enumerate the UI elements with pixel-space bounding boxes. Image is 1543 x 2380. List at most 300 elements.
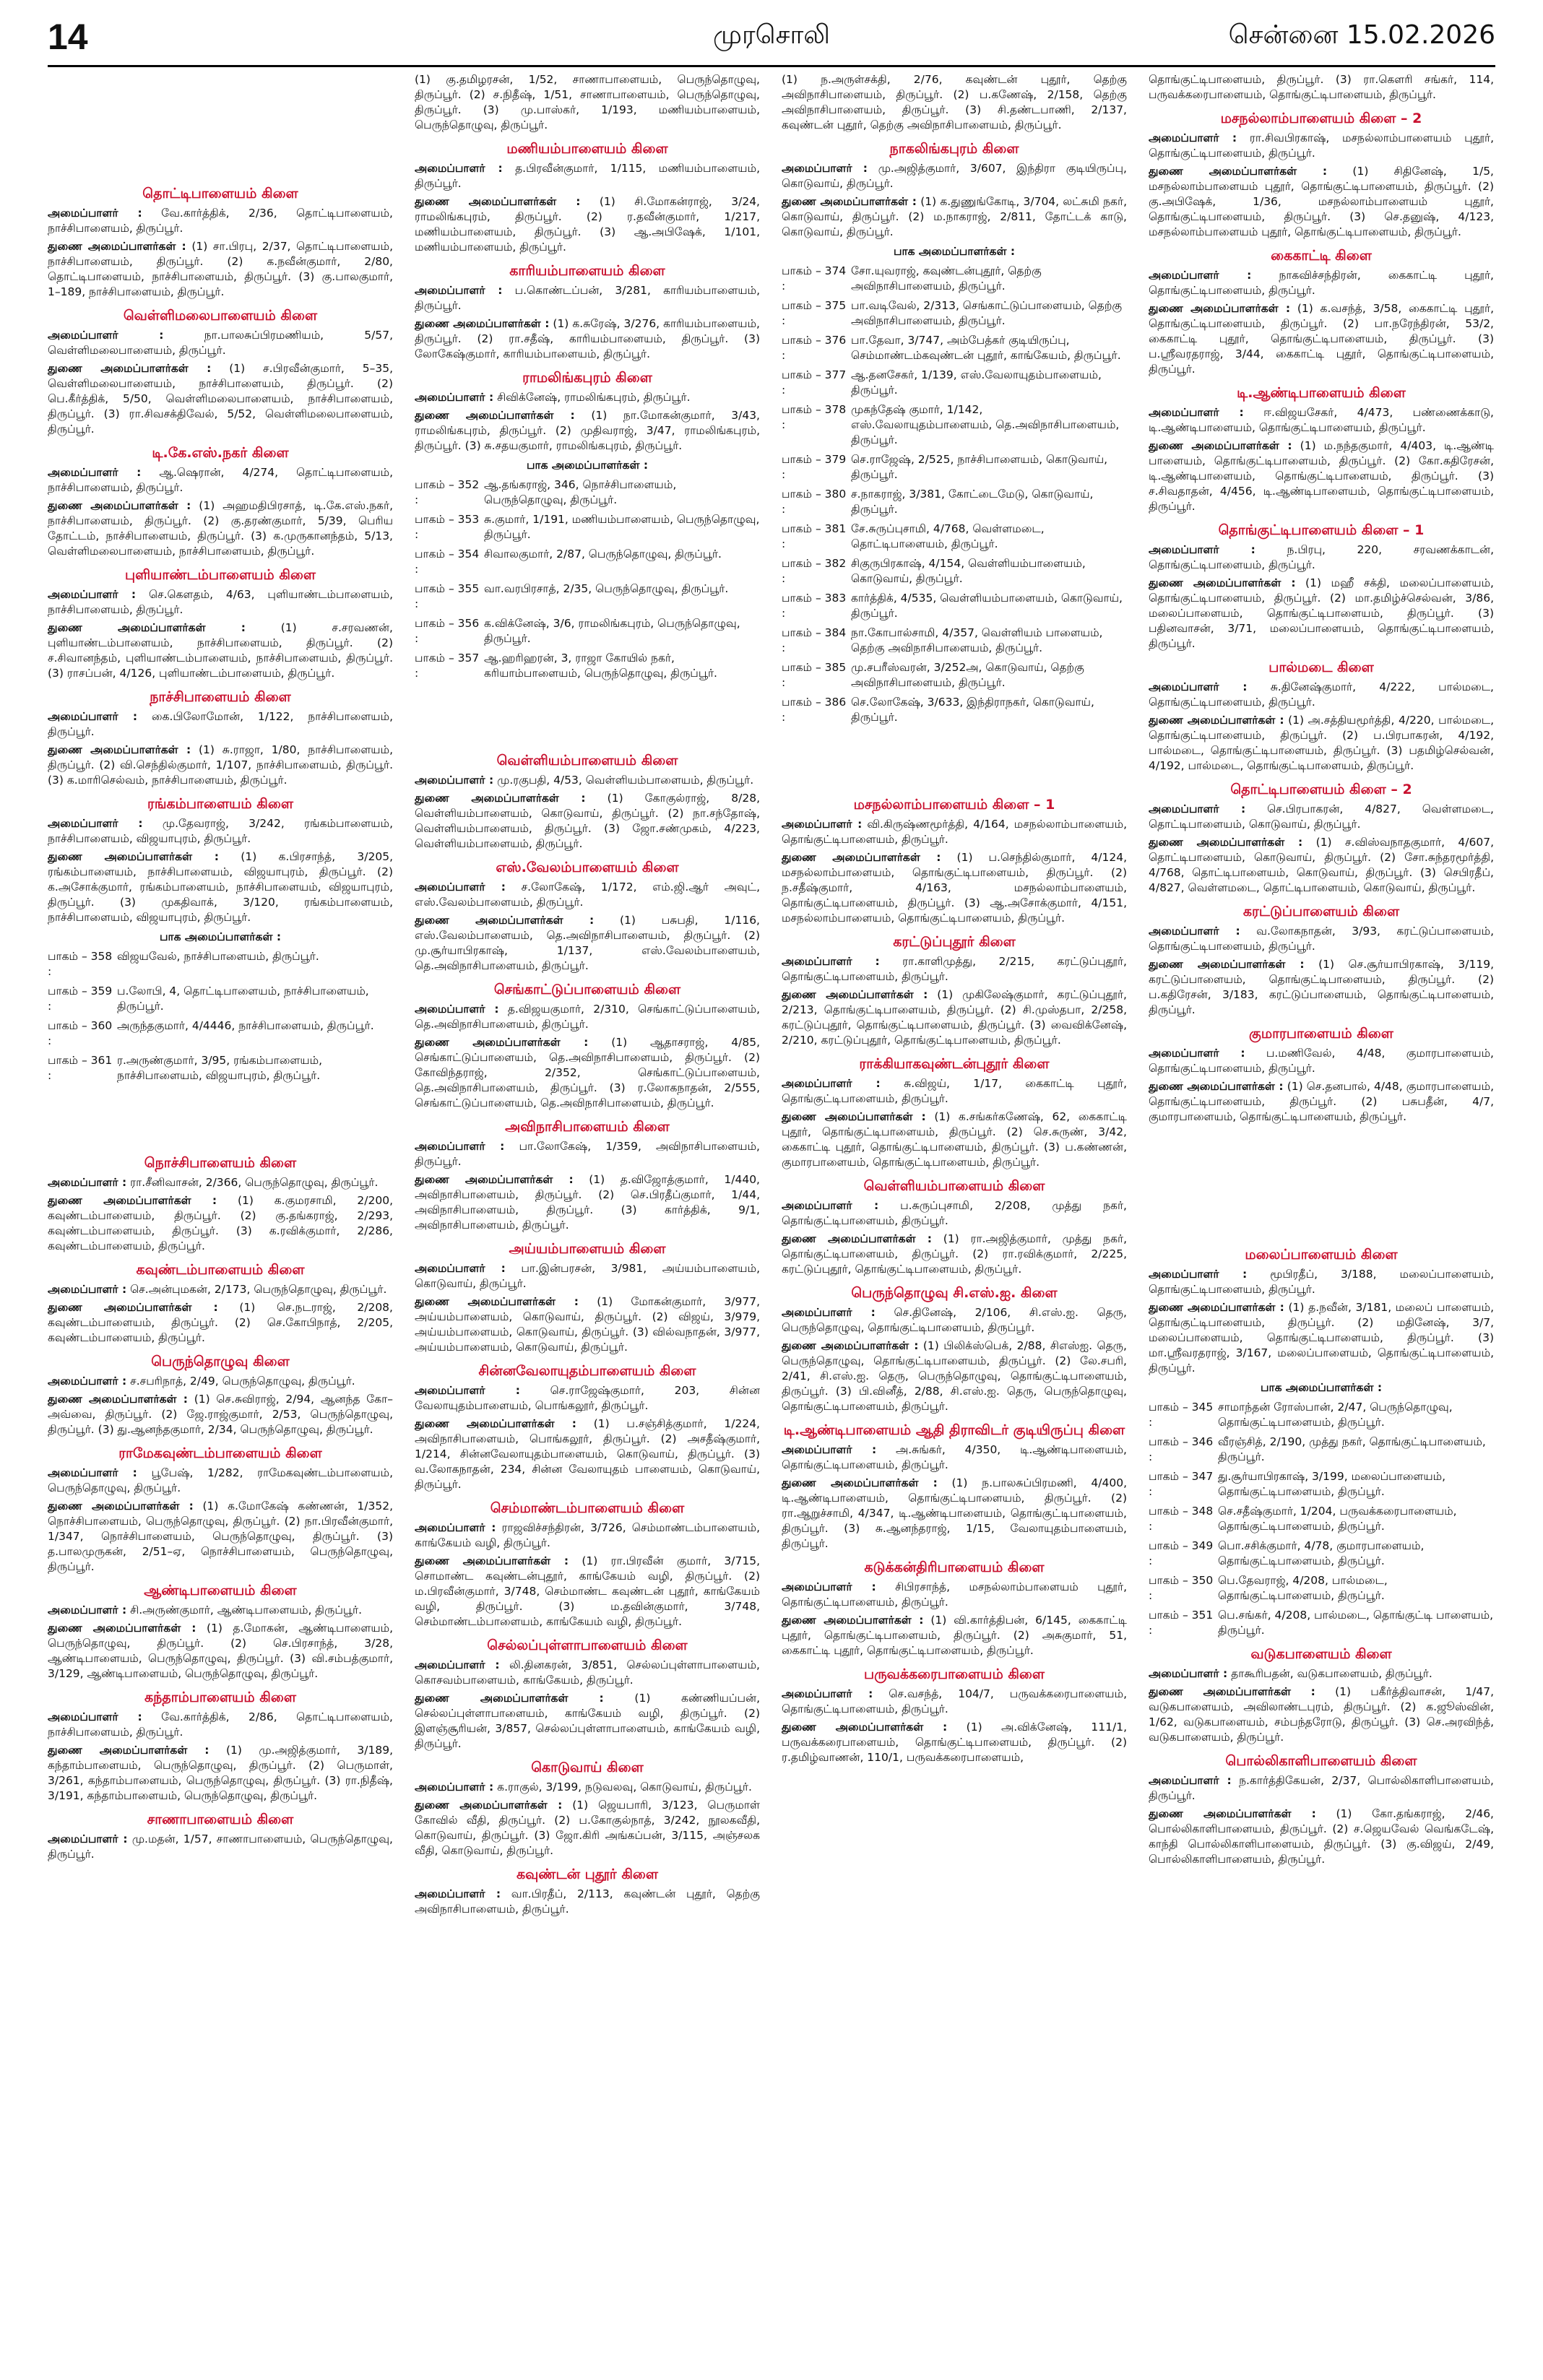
organizer-label: அமைப்பாளர் : <box>415 1658 500 1671</box>
deputy-line <box>415 1798 760 1858</box>
masthead <box>48 0 1495 67</box>
ward-number: பாகம் – 351 : <box>1149 1609 1214 1637</box>
ward-row <box>782 452 1127 483</box>
ward-row <box>782 522 1127 552</box>
branch-heading: ராக்கியாகவுண்டன்புதூர் கிளை <box>859 1056 1050 1072</box>
ward-row <box>782 556 1127 587</box>
organizer-line <box>782 1305 1127 1336</box>
ward-text: செ.ராஜேஷ், 2/525, நாச்சிபாளையம், கொடுவாய், திருப்பூர். <box>851 453 1108 481</box>
column-2 <box>415 72 760 2362</box>
branch-section <box>48 1583 393 1682</box>
ward-text: சோ.யுவராஜ், கவுண்டன்புதூர், தெற்கு அவிநாசிபாளையம், திருப்பூர். <box>851 264 1042 293</box>
branch-section <box>1149 782 1494 896</box>
deputy-label: துணை அமைப்பாளர்கள் : <box>415 1799 563 1812</box>
deputy-text: (1) கு.தமிழரசன், 1/52, சாணாபாளையம், பெருந்தொழுவு, திருப்பூர். (2) ச.நிதீஷ், 1/51, சாணாபாளையம், பெருந்தொழுவு, திருப்பூர். (3) மு.பாஸ்கர், 1/193, மணியம்பாளையம், பெருந்தொழுவு, திருப்பூர். <box>415 73 760 131</box>
organizer-label: அமைப்பாளர் : <box>48 1604 127 1617</box>
article-columns <box>48 72 1495 2362</box>
branch-heading: நாச்சிபாளையம் கிளை <box>150 689 291 705</box>
branch-heading: ஆண்டிபாளையம் கிளை <box>144 1583 297 1598</box>
deputy-line <box>782 1613 1127 1658</box>
deputy-line <box>48 239 393 300</box>
organizer-label: அமைப்பாளர் : <box>415 1003 499 1016</box>
deputy-text: (1) க.துணுங்கோடி, 3/704, லட்சுமி நகர், கொடுவாய், திருப்பூர். (2) ம.நாகராஜ், 2/811, தோட்டக் காடு, கொடுவாய், திருப்பூர். <box>782 195 1127 238</box>
organizer-text: செ.தினேஷ், 2/106, சி.எஸ்.ஐ. தெரு, பெருந்தொழுவு, தொங்குட்டிபாளையம், திருப்பூர். <box>782 1306 1127 1334</box>
branch-heading: செம்மாண்டம்பாளையம் கிளை <box>490 1500 685 1516</box>
branch-section <box>1149 660 1494 774</box>
branch-heading: கரட்டுப்பாளையம் கிளை <box>1242 904 1400 919</box>
organizer-text: த.பிரவீன்குமார், 1/115, மணியம்பாளையம், திருப்பூர். <box>415 162 760 190</box>
organizer-label: அமைப்பாளர் : <box>1149 1047 1245 1060</box>
organizer-line <box>782 1687 1127 1717</box>
deputy-line <box>48 361 393 437</box>
organizer-text: ச.சபரிநாத், 2/49, பெருந்தொழுவு, திருப்பூர். <box>130 1375 355 1388</box>
ward-row <box>415 477 760 508</box>
organizer-label: அமைப்பாளர் : <box>782 818 863 831</box>
ward-number: பாகம் – 347 : <box>1149 1470 1214 1498</box>
ward-text: பொ.சசிக்குமார், 4/78, குமாரபாளையம், தொங்குட்டிபாளையம், திருப்பூர். <box>1218 1539 1425 1567</box>
branch-section <box>48 1263 393 1346</box>
deputy-label: துணை அமைப்பாளர்கள் : <box>415 195 581 208</box>
organizer-text: அ.சுங்கர், 4/350, டி.ஆண்டிபாளையம், தொங்குட்டிபாளையம், திருப்பூர். <box>782 1443 1127 1471</box>
date-line: சென்னை 15.02.2026 <box>1228 20 1495 50</box>
deputy-line <box>1149 438 1494 514</box>
deputy-label: துணை அமைப்பாளர்கள் : <box>1149 1301 1284 1314</box>
deputy-line <box>48 1621 393 1682</box>
organizer-text: கை.பிலோமோன், 1/122, நாச்சிபாளையம், திருப்பூர். <box>48 710 393 738</box>
branch-heading: டி.ஆண்டிபாளையம் கிளை <box>1237 385 1406 401</box>
deputy-text: (1) முகிலேஷ்குமார், கரட்டுப்புதூர், 2/213, தொங்குட்டிபாளையம், திருப்பூர். (2) சி.முஸ்தபா, 2/258, கரட்டுப்புதூர், தொங்குட்டிபாளையம், திருப்பூர். (3) வைவிக்னேஷ், 2/210, கரட்டுப்புதூர், தொங்குட்டிபாளையம், திருப்பூர். <box>782 988 1127 1047</box>
branch-section <box>48 1812 393 1862</box>
ward-number: பாகம் – 353 : <box>415 513 480 541</box>
ward-text: நா.கோபால்சாமி, 4/357, வெள்ளியம் பாளையம், தெற்கு அவிநாசிபாளையம், திருப்பூர். <box>851 626 1103 654</box>
ward-row <box>48 984 393 1014</box>
deputy-text: (1) சி.மோகன்ராஜ், 3/24, ராமலிங்கபுரம், திருப்பூர். (2) ர.தவீன்குமார், 1/217, மணியம்பாளையம், திருப்பூர். (3) ஆ.அபிஷேக், 1/101, மணியம்பாளையம், திருப்பூர். <box>415 195 760 254</box>
branch-heading: ராமேகவுண்டம்பாளையம் கிளை <box>118 1445 322 1461</box>
ward-text: க.விக்னேஷ், 3/6, ராமலிங்கபுரம், பெருந்தொழுவு, திருப்பூர். <box>484 617 740 645</box>
deputy-text: (1) ஜெயபாரி, 3/123, பெருமாள் கோவில் வீதி, திருப்பூர். (2) ப.கோகுல்நாத், 3/242, நூலகவீதி, கொடுவாய், திருப்பூர். (3) ஜோ.கிரி அங்கப்பன், 3/115, அஞ்சலக வீதி, கொடுவாய், திருப்பூர். <box>415 1799 760 1857</box>
column-4 <box>1149 72 1494 2362</box>
ward-number: பாகம் – 386 : <box>782 696 847 724</box>
organizer-label: அமைப்பாளர் : <box>1149 680 1248 693</box>
column-spacer <box>415 690 760 748</box>
deputy-text: (1) செ.நடராஜ், 2/208, கவுண்டம்பாளையம், திருப்பூர். (2) செ.கோபிநாத், 2/205, கவுண்டம்பாளையம், திருப்பூர். <box>48 1301 393 1344</box>
deputy-line <box>1149 576 1494 652</box>
branch-section <box>782 1286 1127 1414</box>
ward-row <box>415 651 760 681</box>
deputy-text: (1) க.மோகேஷ் கண்ணன், 1/352, நொச்சிபாளையம், பெருந்தொழுவு, திருப்பூர். (2) நா.பிரவீன்குமார், 1/347, நொச்சிபாளையம், பெருந்தொழுவு, திருப்பூர். (3) த.பாலமுருகன், 2/51–ஏ, நொச்சிபாளையம், பெருந்தொழுவு, திருப்பூர். <box>48 1500 393 1573</box>
ward-row <box>1149 1539 1494 1569</box>
branch-heading: கந்தாம்பாளையம் கிளை <box>144 1689 296 1705</box>
deputy-text: (1) த.நவீன், 3/181, மலைப் பாளையம், தொங்குட்டிபாளையம், திருப்பூர். (2) மதினேஷ், 3/7, மலைப்பாளையம், தொங்குட்டிபாளையம், திருப்பூர். (3) மா.ஸ்ரீவரதராஜ், 3/167, மலைப்பாளையம், தொங்குட்டிபாளையம், திருப்பூர். <box>1149 1301 1494 1375</box>
deputy-text: (1) கண்ணியப்பன், செல்லப்புள்ளாபாளையம், காங்கேயம் வழி, திருப்பூர். (2) இளஞ்சூரியன், 3/857, செல்லப்புள்ளாபாளையம், காங்கேயம் வழி, திருப்பூர். <box>415 1692 760 1750</box>
ward-row <box>782 402 1127 448</box>
ward-text: சாமாந்தன் ரோஸ்பான், 2/47, பெருந்தொழுவு, தொங்குட்டிபாளையம், திருப்பூர். <box>1218 1401 1453 1429</box>
organizer-text: நா.பாலசுப்பிரமணியம், 5/57, வெள்ளிமலைபாளையம், திருப்பூர். <box>48 329 393 357</box>
organizer-line <box>415 1780 760 1795</box>
ward-number: பாகம் – 360 : <box>48 1019 113 1047</box>
deputy-text: (1) த.விஜோத்குமார், 1/440, அவிநாசிபாளையம், திருப்பூர். (2) செ.பிரதீப்குமார், 1/44, அவிநாசிபாளையம், திருப்பூர். (3) கார்த்திக், 9/1, அவிநாசிபாளையம், திருப்பூர். <box>415 1173 760 1232</box>
organizer-text: ரா.சீனிவாசன், 2/366, பெருந்தொழுவு, திருப்பூர். <box>130 1176 379 1189</box>
organizer-line <box>782 161 1127 191</box>
deputy-text: (1) அ.சத்தியமூர்த்தி, 4/220, பால்மடை, தொங்குட்டிபாளையம், திருப்பூர். (2) ப.பிரபாகரன், 4/192, பால்மடை, தொங்குட்டிபாளையம், திருப்பூர். (3) பதமிழ்செல்வன், 4/192, பால்மடை, தொங்குட்டிபாளையம், திருப்பூர். <box>1149 714 1494 772</box>
organizer-label: அமைப்பாளர் : <box>782 1199 879 1212</box>
deputy-text: (1) ந.அருள்சக்தி, 2/76, கவுண்டன் புதூர், தெற்கு அவிநாசிபாளையம், திருப்பூர். (2) ப.கணேஷ், 2/158, தெற்கு அவிநாசிபாளையம், திருப்பூர். (3) சி.தண்டபாணி, 2/137, கவுண்டன் புதூர், தெற்கு அவிநாசிபாளையம், திருப்பூர். <box>782 73 1127 131</box>
branch-section <box>1149 904 1494 1018</box>
organizer-text: ப.சுருப்புசாமி, 2/208, முத்து நகர், தொங்குட்டிபாளையம், திருப்பூர். <box>782 1199 1127 1227</box>
organizer-text: பூபேஷ், 1/282, ராமேகவுண்டம்பாளையம், பெருந்தொழுவு, திருப்பூர். <box>48 1466 393 1494</box>
deputy-label: துணை அமைப்பாளர்கள் : <box>48 240 186 253</box>
branch-section <box>415 1120 760 1233</box>
deputy-label: துணை அமைப்பாளர்கள் : <box>1149 576 1296 589</box>
organizer-text: சு.விஜய், 1/17, கைகாட்டி புதூர், தொங்குட்டிபாளையம், திருப்பூர். <box>782 1077 1127 1105</box>
ward-row <box>782 695 1127 725</box>
deputy-label: துணை அமைப்பாளர்கள் : <box>782 195 917 208</box>
organizer-text: மூபிரதீப், 3/188, மலைப்பாளையம், தொங்குட்டிபாளையம், திருப்பூர். <box>1149 1268 1494 1296</box>
ward-heading: பாக அமைப்பாளர்கள் : <box>159 930 282 943</box>
branch-section <box>415 753 760 852</box>
ward-row <box>782 298 1127 329</box>
organizer-label: அமைப்பாளர் : <box>48 329 164 342</box>
branch-heading: எஸ்.வேலம்பாளையம் கிளை <box>496 860 679 875</box>
deputy-label: துணை அமைப்பாளர்கள் : <box>1149 958 1305 971</box>
deputy-line <box>1149 713 1494 774</box>
ward-number: பாகம் – 374 : <box>782 264 847 293</box>
deputy-label: துணை அமைப்பாளர்கள் : <box>415 317 550 330</box>
branch-heading: காரியம்பாளையம் கிளை <box>509 263 665 279</box>
ward-row <box>1149 1469 1494 1500</box>
branch-section <box>48 308 393 437</box>
organizer-line <box>415 1887 760 1917</box>
branch-section <box>1149 1754 1494 1867</box>
deputy-line <box>415 72 760 133</box>
branch-heading: ரங்கம்பாளையம் கிளை <box>147 796 293 812</box>
organizer-label: அமைப்பாளர் : <box>48 1710 142 1723</box>
deputy-line <box>415 408 760 454</box>
deputy-line <box>415 316 760 362</box>
organizer-line <box>1149 542 1494 573</box>
ward-text: ர.அருண்குமார், 3/95, ரங்கம்பாளையம், நாச்சிபாளையம், விஜயாபுரம், திருப்பூர். <box>117 1054 323 1082</box>
organizer-text: ந.கார்த்திகேயன், 2/37, பொல்லிகாளிபாளையம், திருப்பூர். <box>1149 1774 1494 1802</box>
organizer-text: க.ராகுல், 3/199, நடுவலவு, கொடுவாய், திருப்பூர். <box>497 1780 752 1793</box>
deputy-label: துணை அமைப்பாளர்கள் : <box>1149 1807 1316 1820</box>
ward-text: ச.நாகராஜ், 3/381, கோட்டைமேடு, கொடுவாய், திருப்பூர். <box>851 488 1094 516</box>
organizer-text: சி.அருண்குமார், ஆண்டிபாளையம், திருப்பூர். <box>130 1604 363 1617</box>
ward-row <box>415 581 760 612</box>
branch-section <box>1149 248 1494 377</box>
organizer-line <box>1149 1267 1494 1297</box>
branch-heading: புளியாண்டம்பாளையம் கிளை <box>124 567 316 583</box>
ward-row <box>782 626 1127 656</box>
branch-heading: பருவக்கரைபாளையம் கிளை <box>863 1666 1045 1682</box>
ward-number: பாகம் – 348 : <box>1149 1505 1214 1533</box>
deputy-label: துணை அமைப்பாளர்கள் : <box>782 1721 948 1734</box>
deputy-text: (1) கோ.தங்கராஜ், 2/46, பொல்லிகாளிபாளையம், திருப்பூர். (2) ச.ஜெயவேல் வெங்கடேஷ், காந்தி பொல்லிகாளிபாளையம், திருப்பூர். (3) கு.விஜய், 2/49, பொல்லிகாளிபாளையம், திருப்பூர். <box>1149 1807 1494 1866</box>
deputy-text: (1) செ.தனபால், 4/48, குமாரபாளையம், தொங்குட்டிபாளையம், திருப்பூர். (2) பசுபதீன், 4/7, குமாரபாளையம், தொங்குட்டிபாளையம், திருப்பூர். <box>1149 1080 1494 1123</box>
ward-text: மு.சபரீஸ்வரன், 3/252அ, கொடுவாய், தெற்கு அவிநாசிபாளையம், திருப்பூர். <box>851 661 1084 689</box>
deputy-text: (1) ம.நந்தகுமார், 4/403, டி.ஆண்டி பாளையம், தொங்குட்டிபாளையம், திருப்பூர். (2) கோ.கதிரேசன், டி.ஆண்டிபாளையம், தொங்குட்டிபாளையம், திருப்பூர். (3) ச.சிவதாதன், 4/456, டி.ஆண்டிபாளையம், தொங்குட்டிபாளையம், திருப்பூர். <box>1149 439 1494 513</box>
deputy-text: (1) ச.விஸ்வநாதகுமார், 4/607, தொட்டிபாளையம், கொடுவாய், திருப்பூர். (2) சோ.சுந்தரமூர்த்தி, 4/768, தொட்டிபாளையம், கொடுவாய், திருப்பூர். (3) செபிரதீப், 4/827, வெள்ளமடை, தொட்டிபாளையம், கொடுவாய், திருப்பூர். <box>1149 836 1494 894</box>
ward-text: செ.சதீஷ்குமார், 1/204, பருவக்கரைபாளையம், தொங்குட்டிபாளையம், திருப்பூர். <box>1218 1505 1457 1533</box>
organizer-line <box>1149 1046 1494 1076</box>
branch-section <box>48 1446 393 1575</box>
branch-heading: அய்யம்பாளையம் கிளை <box>509 1241 666 1257</box>
ward-row <box>415 512 760 542</box>
branch-section <box>48 186 393 300</box>
organizer-label: அமைப்பாளர் : <box>415 284 503 297</box>
deputy-line <box>782 194 1127 240</box>
deputy-label: துணை அமைப்பாளர்கள் : <box>1149 714 1284 727</box>
organizer-text: சிபிரசாந்த், மசநல்லாம்பாளையம் புதூர், தொங்குட்டிபாளையம், திருப்பூர். <box>782 1580 1127 1609</box>
organizer-text: ராஜவிச்சந்திரன், 3/726, செம்மாண்டம்பாளையம், காங்கேயம் வழி, திருப்பூர். <box>415 1521 760 1549</box>
column-3 <box>782 72 1127 2362</box>
deputy-line <box>1149 835 1494 896</box>
deputy-line <box>48 743 393 788</box>
organizer-text: செ.கௌதம், 4/63, புளியாண்டம்பாளையம், நாச்சிபாளையம், திருப்பூர். <box>48 588 393 616</box>
ward-row <box>782 660 1127 691</box>
deputy-text: (1) க.குமரசாமி, 2/200, கவுண்டம்பாளையம், திருப்பூர். (2) கு.தங்கராஜ், 2/293, கவுண்டம்பாளையம், திருப்பூர். (3) க.ரவிக்குமார், 2/286, கவுண்டம்பாளையம், திருப்பூர். <box>48 1194 393 1252</box>
organizer-label: அமைப்பாளர் : <box>782 1077 881 1090</box>
column-spacer <box>1149 1133 1494 1242</box>
deputy-line <box>415 1172 760 1233</box>
ward-number: பாகம் – 383 : <box>782 592 847 620</box>
deputy-text: (1) அ.விக்னேஷ், 111/1, பருவக்கரைபாளையம், தொங்குட்டிபாளையம், திருப்பூர். (2) ர.தமிழ்வாணன், 110/1, பருவக்கரைபாளையம், <box>782 1721 1127 1764</box>
branch-section <box>782 1560 1127 1658</box>
branch-heading: வெள்ளிமலைபாளையம் கிளை <box>123 308 318 324</box>
ward-text: சே.சுருப்புசாமி, 4/768, வெள்ளமடை, தொட்டிபாளையம், திருப்பூர். <box>851 522 1045 550</box>
branch-section <box>1149 523 1494 652</box>
deputy-text: (1) மு.அஜித்குமார், 3/189, கந்தாம்பாளையம், பெருந்தொழுவு, திருப்பூர். (2) பெருமாள், 3/261, கந்தாம்பாளையம், பெருந்தொழுவு, திருப்பூர். (3) ரா.நிதீஷ், 3/191, கந்தாம்பாளையம், பெருந்தொழுவு, திருப்பூர். <box>48 1744 393 1802</box>
organizer-text: நாகவிச்சந்திரன், கைகாட்டி புதூர், தொங்குட்டிபாளையம், திருப்பூர். <box>1149 269 1494 297</box>
organizer-line <box>1149 268 1494 298</box>
deputy-line <box>782 1338 1127 1414</box>
organizer-line <box>48 465 393 496</box>
branch-heading: பொல்லிகாளிபாளையம் கிளை <box>1225 1753 1417 1769</box>
ward-row <box>782 264 1127 294</box>
deputy-text: (1) வி.கார்த்திபன், 6/145, கைகாட்டி புதூர், தொங்குட்டிபாளையம், திருப்பூர். (2) அசுகுமார், 51, கைகாட்டி புதூர், தொங்குட்டிபாளையம், திருப்பூர். <box>782 1614 1127 1657</box>
organizer-line <box>48 1466 393 1496</box>
organizer-text: மு.ரகுபதி, 4/53, வெள்ளியம்பாளையம், திருப்பூர். <box>497 774 754 787</box>
organizer-line <box>415 283 760 313</box>
ward-row <box>1149 1435 1494 1465</box>
deputy-label: துணை அமைப்பாளர்கள் : <box>1149 836 1303 849</box>
deputy-label: துணை அமைப்பாளர்கள் : <box>1149 302 1291 315</box>
deputy-text: (1) ச.பிரவீன்குமார், 5–35, வெள்ளிமலைபாளையம், நாச்சிபாளையம், திருப்பூர். (2) பெ.கீர்த்திக், 5/50, வெள்ளிமலைபாளையம், நாச்சிபாளையம், திருப்பூர். (3) ரா.சிவசக்திவேல், 5/52, வெள்ளிமலைபாளையம், திருப்பூர். <box>48 362 393 436</box>
deputy-line <box>415 1416 760 1492</box>
deputy-line <box>48 620 393 681</box>
ward-row <box>782 591 1127 621</box>
ward-number: பாகம் – 385 : <box>782 661 847 689</box>
branch-heading: சாணாபாளையம் கிளை <box>147 1812 294 1827</box>
deputy-label: துணை அமைப்பாளர்கள் : <box>1149 439 1292 452</box>
branch-section <box>415 1760 760 1858</box>
organizer-line <box>48 587 393 618</box>
ward-heading: பாக அமைப்பாளர்கள் : <box>1260 1381 1383 1394</box>
organizer-label: அமைப்பாளர் : <box>415 1780 494 1793</box>
branch-heading: பெருந்தொழுவு கிளை <box>151 1354 290 1369</box>
organizer-line <box>782 1076 1127 1107</box>
branch-section <box>48 797 393 1083</box>
ward-number: பாகம் – 381 : <box>782 522 847 550</box>
organizer-line <box>415 1520 760 1551</box>
organizer-label: அமைப்பாளர் : <box>1149 1667 1228 1680</box>
branch-section <box>48 1354 393 1437</box>
deputy-label: துணை அமைப்பாளர்கள் : <box>48 850 220 863</box>
deputy-text: (1) க.சுரேஷ், 3/276, காரியம்பாளையம், திருப்பூர். (2) ரா.சதீஷ், காரியம்பாளையம், திருப்பூர். (3) லோகேஷ்குமார், காரியம்பாளையம், திருப்பூர். <box>415 317 760 360</box>
branch-heading: நாகலிங்கபுரம் கிளை <box>889 141 1019 157</box>
ward-row <box>48 1053 393 1083</box>
organizer-line <box>48 1603 393 1618</box>
organizer-text: மு.அஜித்குமார், 3/607, இந்திரா குடியிருப்பு, கொடுவாய், திருப்பூர். <box>782 162 1127 190</box>
deputy-line <box>415 791 760 852</box>
deputy-line <box>415 194 760 255</box>
deputy-label: துணை அமைப்பாளர்கள் : <box>782 1614 924 1627</box>
ward-number: பாகம் – 375 : <box>782 299 847 327</box>
ward-heading: பாக அமைப்பாளர்கள் : <box>893 245 1016 258</box>
deputy-label: துணை அமைப்பாளர்கள் : <box>48 743 191 756</box>
deputy-label: துணை அமைப்பாளர்கள் : <box>415 914 595 927</box>
organizer-label: அமைப்பாளர் : <box>1149 1774 1232 1787</box>
organizer-line <box>415 880 760 910</box>
deputy-label: துணை அமைப்பாளர்கள் : <box>415 1417 576 1430</box>
deputy-text: (1) மோகன்குமார், 3/977, அய்யம்பாளையம், கொடுவாய், திருப்பூர். (2) விஜய், 3/979, அய்யம்பாளையம், கொடுவாய், திருப்பூர். (3) வில்வநாதன், 3/977, அய்யம்பாளையம், கொடுவாய், திருப்பூர். <box>415 1295 760 1354</box>
deputy-line <box>415 1691 760 1752</box>
deputy-line <box>1149 1079 1494 1125</box>
branch-section <box>782 1179 1127 1277</box>
ward-number: பாகம் – 380 : <box>782 488 847 516</box>
branch-heading: மசநல்லாம்பாளையம் கிளை – 2 <box>1220 111 1422 126</box>
organizer-text: ரா.சிவபிரகாஷ், மசநல்லாம்பாளையம் புதூர், தொங்குட்டிபாளையம், திருப்பூர். <box>1149 131 1494 160</box>
organizer-label: அமைப்பாளர் : <box>48 1176 127 1189</box>
organizer-label: அமைப்பாளர் : <box>782 1580 876 1593</box>
organizer-text: ந.பிரபு, 220, சரவணக்காடன், தொங்குட்டிபாளையம், திருப்பூர். <box>1149 543 1494 571</box>
branch-section <box>782 797 1127 926</box>
organizer-label: அமைப்பாளர் : <box>1149 406 1244 419</box>
ward-row <box>48 949 393 979</box>
deputy-text: (1) பிலிக்ஸ்பெக், 2/88, சிஎஸ்ஐ. தெரு, பெருந்தொழுவு, தொங்குட்டிபாளையம், திருப்பூர். (2) லே.சபரி, 2/41, சி.எஸ்.ஐ. தெரு, பெருந்தொழுவு, தொங்குட்டிபாளையம், திருப்பூர். (3) பி.வினீத், 2/88, சி.எஸ்.ஐ. தெரு, பெருந்தொழுவு, தொங்குட்டிபாளையம், திருப்பூர். <box>782 1339 1127 1413</box>
branch-section <box>48 1690 393 1804</box>
column-spacer <box>48 1092 393 1150</box>
organizer-line <box>1149 802 1494 832</box>
branch-heading: பெருந்தொழுவு சி.எஸ்.ஐ. கிளை <box>851 1285 1058 1301</box>
organizer-label: அமைப்பாளர் : <box>415 1262 506 1275</box>
deputy-text: (1) ஆதாசராஜ், 4/85, செங்காட்டுப்பாளையம், தெ.அவிநாசிபாளையம், திருப்பூர். (2) கோவிந்தராஜ், 2/352, செங்காட்டுப்பாளையம், தெ.அவிநாசிபாளையம், திருப்பூர். (3) ர.லோகநாதன், 2/555, செங்காட்டுப்பாளையம், தெ.அவிநாசிபாளையம், திருப்பூர். <box>415 1036 760 1109</box>
deputy-line <box>48 1499 393 1575</box>
organizer-text: வி.கிருஷ்ணமூர்த்தி, 4/164, மசநல்லாம்பாளையம், தொங்குட்டிபாளையம், திருப்பூர். <box>782 818 1127 846</box>
ward-row <box>1149 1400 1494 1430</box>
ward-number: பாகம் – 350 : <box>1149 1574 1214 1602</box>
deputy-label: துணை அமைப்பாளர்கள் : <box>48 362 212 375</box>
branch-section <box>1149 111 1494 240</box>
ward-text: சு.குமார், 1/191, மணியம்பாளையம், பெருந்தொழுவு, திருப்பூர். <box>484 513 760 541</box>
organizer-label: அமைப்பாளர் : <box>1149 543 1255 556</box>
organizer-text: ரா.காளிமுத்து, 2/215, கரட்டுப்புதூர், தொங்குட்டிபாளையம், திருப்பூர். <box>782 955 1127 983</box>
ward-text: பா.தேவா, 3/747, அம்பேத்கர் குடியிருப்பு, செம்மாண்டம்கவுண்டன் புதூர், காங்கேயம், திருப்பூர். <box>851 334 1121 362</box>
deputy-label: துணை அமைப்பாளர்கள் : <box>48 1500 194 1513</box>
branch-section <box>48 1156 393 1254</box>
organizer-line <box>415 1383 760 1414</box>
organizer-line <box>48 328 393 358</box>
organizer-line <box>782 1442 1127 1473</box>
branch-section <box>415 1501 760 1630</box>
deputy-text: (1) க.சங்கர்கணேஷ், 62, கைகாட்டி புதூர், தொங்குட்டிபாளையம், திருப்பூர். (2) செ.சுருண், 3/42, கைகாட்டி புதூர், தொங்குட்டிபாளையம், திருப்பூர். (3) ப.கண்ணன், குமாரபாளையம், தொங்குட்டிபாளையம், திருப்பூர். <box>782 1110 1127 1169</box>
ward-text: விஜயவேல், நாச்சிபாளையம், திருப்பூர். <box>117 950 319 963</box>
branch-heading: கவுண்டன் புதூர் கிளை <box>516 1866 659 1882</box>
ward-number: பாகம் – 384 : <box>782 626 847 654</box>
deputy-label: துணை அமைப்பாளர்கள் : <box>782 1232 932 1245</box>
branch-section <box>782 935 1127 1048</box>
organizer-text: வ.லோகநாதன், 3/93, கரட்டுப்பாளையம், தொங்குட்டிபாளையம், திருப்பூர். <box>1149 925 1494 953</box>
ward-text: சிவாலகுமார், 2/87, பெருந்தொழுவு, திருப்பூர். <box>484 548 722 561</box>
deputy-line <box>782 1109 1127 1170</box>
ward-row <box>782 368 1127 398</box>
deputy-label: துணை அமைப்பாளர்கள் : <box>782 1339 919 1352</box>
deputy-label: துணை அமைப்பாளர்கள் : <box>415 1692 604 1705</box>
branch-section <box>415 860 760 974</box>
ward-text: வீரஞ்சித், 2/190, முத்து நகர், தொங்குட்டிபாளையம், திருப்பூர். <box>1218 1435 1486 1463</box>
organizer-line <box>48 1710 393 1740</box>
branch-section <box>415 1638 760 1752</box>
organizer-text: பா.இன்பரசன், 3/981, அய்யம்பாளையம், கொடுவாய், திருப்பூர். <box>415 1262 760 1290</box>
ward-number: பாகம் – 345 : <box>1149 1401 1214 1429</box>
deputy-line <box>1149 1300 1494 1376</box>
ward-number: பாகம் – 376 : <box>782 334 847 362</box>
deputy-text: (1) அஹமதிபிரசாத், டி.கே.எஸ்.நகர், நாச்சிபாளையம், திருப்பூர். (2) கு.தரண்குமார், 5/39, பெரிய தோட்டம், நாச்சிபாளையம், திருப்பூர். (3) க.முருகானந்தம், 5/13, வெள்ளிமலைபாளையம், நாச்சிபாளையம், திருப்பூர். <box>48 499 393 558</box>
organizer-line <box>1149 680 1494 710</box>
organizer-text: ப.மணிவேல், 4/48, குமாரபாளையம், தொங்குட்டிபாளையம், திருப்பூர். <box>1149 1047 1494 1075</box>
ward-number: பாகம் – 359 : <box>48 985 113 1013</box>
deputy-text: (1) மஹீ சக்தி, மலைப்பாளையம், தொங்குட்டிபாளையம், திருப்பூர். (2) மா.தமிழ்ச்செல்வன், 3/86, மலைப்பாளையம், தொங்குட்டிபாளையம், திருப்பூர். (3) பதினவாசன், 3/71, மலைப்பாளையம், தொங்குட்டிபாளையம், திருப்பூர். <box>1149 576 1494 650</box>
branch-heading: டி.கே.எஸ்.நகர் கிளை <box>152 445 289 461</box>
deputy-text: (1) ச.சரவணன், புளியாண்டம்பாளையம், நாச்சிபாளையம், திருப்பூர். (2) ச.சிவானந்தம், புளியாண்டம்பாளையம், நாச்சிபாளையம், திருப்பூர். (3) ராசப்பன், 4/126, புளியாண்டம்பாளையம், திருப்பூர். <box>48 621 393 680</box>
organizer-text: செ.வசந்த், 104/7, பருவக்கரைபாளையம், தொங்குட்டிபாளையம், திருப்பூர். <box>782 1687 1127 1715</box>
deputy-text: (1) நா.மோகன்குமார், 3/43, ராமலிங்கபுரம், திருப்பூர். (2) முதிவராஜ், 3/47, ராமலிங்கபுரம், திருப்பூர். (3) சு.சதயகுமார், ராமலிங்கபுரம், திருப்பூர். <box>415 409 760 452</box>
deputy-text: (1) செ.சுவிராஜ், 2/94, ஆனந்த கோ–அவ்வை, திருப்பூர். (2) ஜே.ராஜ்குமார், 2/53, பெருந்தொழுவு, திருப்பூர். (3) து.ஆனந்தகுமார், 2/34, பெருந்தொழுவு, திருப்பூர். <box>48 1393 393 1436</box>
ward-row <box>1149 1504 1494 1534</box>
branch-section <box>1149 1647 1494 1745</box>
branch-heading: தொட்டிபாளையம் கிளை <box>142 186 298 202</box>
branch-heading: தொங்குட்டிபாளையம் கிளை – 1 <box>1218 522 1425 538</box>
ward-number: பாகம் – 382 : <box>782 557 847 585</box>
deputy-label: துணை அமைப்பாளர்கள் : <box>48 621 246 634</box>
deputy-line <box>48 1743 393 1804</box>
organizer-line <box>1149 1666 1494 1682</box>
ward-text: செ.லோகேஷ், 3/633, இந்திராநகர், கொடுவாய், திருப்பூர். <box>851 696 1094 724</box>
deputy-text: (1) க.பிரசாந்த், 3/205, ரங்கம்பாளையம், நாச்சிபாளையம், விஜயாபுரம், திருப்பூர். (2) க.அசோக்குமார், ரங்கம்பாளையம், நாச்சிபாளையம், விஜயாபுரம், திருப்பூர். (3) முகதிவாக், 3/120, ரங்கம்பாளையம், நாச்சிபாளையம், விஜயாபுரம், திருப்பூர். <box>48 850 393 924</box>
organizer-line <box>48 1832 393 1862</box>
organizer-label: அமைப்பாளர் : <box>782 1443 877 1456</box>
organizer-text: செ.அன்புமகன், 2/173, பெருந்தொழுவு, திருப்பூர். <box>130 1283 387 1296</box>
deputy-line <box>782 1476 1127 1552</box>
deputy-label: துணை அமைப்பாளர்கள் : <box>782 1476 938 1489</box>
ward-row <box>1149 1608 1494 1638</box>
deputy-line <box>415 1554 760 1630</box>
branch-section <box>415 371 760 681</box>
deputy-text: (1) சா.பிரபு, 2/37, தொட்டிபாளையம், நாச்சிபாளையம், திருப்பூர். (2) க.நவீன்குமார், 2/80, தொட்டிபாளையம், நாச்சிபாளையம், திருப்பூர். (3) கு.பாலகுமார், 1–189, நாச்சிபாளையம், திருப்பூர். <box>48 240 393 298</box>
organizer-label: அமைப்பாளர் : <box>1149 802 1246 815</box>
deputy-line <box>782 1232 1127 1277</box>
deputy-line <box>1149 1684 1494 1745</box>
organizer-label: அமைப்பாளர் : <box>415 1887 501 1900</box>
organizer-line <box>1149 405 1494 436</box>
column-spacer <box>48 72 393 181</box>
organizer-line <box>415 161 760 191</box>
organizer-text: செ.பிரபாகரன், 4/827, வெள்ளமடை, தொட்டிபாளையம், கொடுவாய், திருப்பூர். <box>1149 802 1494 831</box>
organizer-text: மு.மதன், 1/57, சாணாபாளையம், பெருந்தொழுவு, திருப்பூர். <box>48 1832 393 1861</box>
organizer-label: அமைப்பாளர் : <box>782 1306 876 1319</box>
organizer-text: ஆ.ஷெரான், 4/274, தொட்டிபாளையம், நாச்சிபாளையம், திருப்பூர். <box>48 466 393 494</box>
deputy-label: துணை அமைப்பாளர்கள் : <box>48 1744 209 1757</box>
branch-heading: பால்மடை கிளை <box>1268 659 1374 675</box>
